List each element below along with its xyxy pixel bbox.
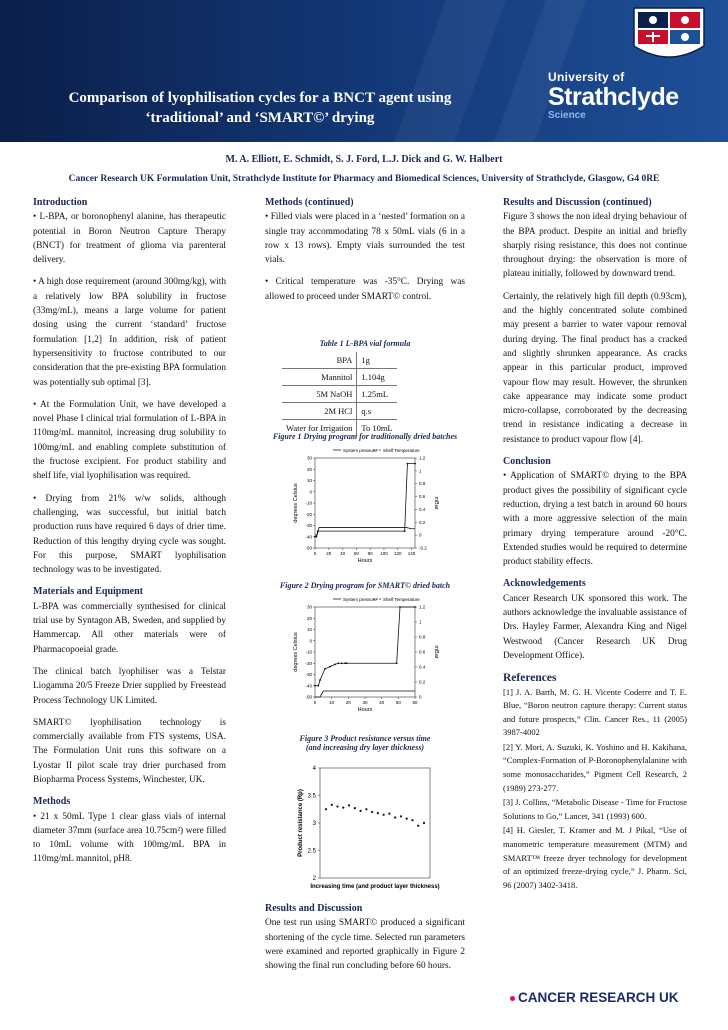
data-point	[341, 662, 343, 664]
x-axis-label: Increasing time (and product layer thickness)	[310, 884, 440, 890]
series-line-shelf	[315, 464, 415, 537]
logo-university-of: University of	[548, 70, 625, 84]
plot-frame	[320, 768, 430, 878]
data-point	[407, 463, 409, 465]
data-point	[406, 818, 408, 820]
data-point	[359, 810, 361, 812]
x-tick-label: 0	[313, 700, 317, 705]
title-line-1: Comparison of lyophilisation cycles for a BNCT agent using	[68, 90, 452, 106]
y2-tick-label: 1	[419, 619, 422, 625]
y-tick-label: 10	[306, 627, 312, 632]
intro-paragraph-4: • Drying from 21% w/w solids, although challenging, was successful, but initial batch production runs have required 6 days of drier time. Reduction of this lengthy drying cycle was sought. For this purpose, SMART lyophilisation technology was to be investigated.	[33, 493, 226, 576]
y-tick-label: -10	[305, 649, 312, 655]
legend-label: Shelf Temperature	[383, 597, 420, 602]
methods-paragraph-2: • Filled vials were placed in a ‘nested’ formation on a single tray accommodating 78 x 50mL vials (6 in a row x 13 rows). Empty vials surrounded the test vials.	[265, 212, 465, 266]
table-row	[282, 352, 397, 369]
affiliation: Cancer Research UK Formulation Unit, Strathclyde Institute for Pharmacy and Biomedical Sciences, University of Strathclyde, Glasgow, G4 0RE	[68, 174, 660, 184]
y-axis-label: Product resistance (Rp)	[298, 789, 304, 857]
x-tick-label: 80	[367, 551, 373, 556]
table-cell-ingredient: Water for Irrigation	[286, 423, 353, 433]
conclusion-paragraph: • Application of SMART© drying to the BPA product gives the possibility of significant cycle reduction, drying a test batch in around 60 hours with a more aggressive selection of the main primary drying temperature around -20°C. Extended studies would be required to determine product stability effects.	[503, 471, 687, 568]
x-tick-label: 100	[380, 551, 388, 556]
data-point	[399, 606, 401, 608]
y2-tick-label: 1	[419, 468, 422, 474]
x-tick-label: 140	[407, 551, 416, 556]
x-tick-label: 20	[345, 700, 351, 705]
x-axis-label: Hours	[357, 707, 373, 713]
y-tick-label: -50	[305, 694, 312, 700]
x-tick-label: 50	[395, 700, 401, 705]
data-point	[371, 811, 373, 813]
intro-heading: Introduction	[33, 197, 88, 208]
column-2	[265, 196, 465, 312]
materials-paragraph-1: L-BPA was commercially synthesised for clinical trial use by Syntagon AB, Sweden, and supplied by Hammercap. All other materials were of Pharmacopoeial grade.	[33, 601, 226, 655]
intro-paragraph-1: • L-BPA, or boronophenyl alanine, has therapeutic potential in Boron Neutron Capture Therapy (BNCT) for treatment of glioma via parenteral delivery.	[33, 212, 226, 266]
y2-axis-label: mBar	[433, 645, 439, 659]
methods-paragraph-3: • Critical temperature was -35°C. Drying was allowed to proceed under SMART© control.	[265, 277, 465, 302]
results-section	[265, 902, 465, 981]
y-tick-label: 2.5	[307, 848, 316, 855]
x-tick-label: 60	[412, 700, 418, 705]
table-row	[282, 386, 397, 403]
materials-heading: Materials and Equipment	[33, 586, 144, 598]
data-point	[346, 662, 348, 664]
x-axis-label: Hours	[357, 558, 373, 564]
data-point	[417, 825, 419, 827]
data-point	[344, 662, 346, 664]
data-point	[315, 536, 317, 538]
logo-science: Science	[548, 110, 586, 121]
data-point	[396, 662, 398, 664]
authors: M. A. Elliott, E. Schmidt, S. J. Ford, L.J. Dick and G. W. Halbert	[225, 154, 503, 165]
x-tick-label: 40	[379, 700, 385, 705]
y-tick-label: -20	[305, 511, 312, 517]
y2-tick-label: 0.8	[419, 634, 426, 640]
reference-item: [4] H. Giesler, T. Kramer and M. J Pikal, “Use of manometric temperature measurement (MTM) and SMART™ freeze dryer technology for development of an optimized freeze-drying cycle,” J. Pharm. Sci, 96 (2007) 3402-3418.	[503, 825, 687, 890]
data-point	[411, 819, 413, 821]
header-banner	[0, 0, 728, 142]
y-tick-label: 0	[309, 638, 312, 644]
table-cell-amount: 1.25mL	[357, 386, 397, 403]
series-line-shelf	[315, 607, 415, 686]
data-point	[400, 815, 402, 817]
x-tick-label: 10	[329, 700, 335, 705]
results-continued-heading: Results and Discussion (continued)	[503, 197, 652, 208]
y2-tick-label: 0.8	[419, 481, 426, 487]
x-tick-label: 40	[340, 551, 346, 556]
y2-tick-label: 0	[419, 532, 422, 538]
table-cell-ingredient: 2M HCl	[282, 403, 357, 420]
results-paragraph-1: One test run using SMART© produced a significant shortening of the cycle time. Selected run parameters were examined and reported graphically in Figure 2 showing the final run concluding before 60 hours.	[265, 918, 465, 972]
logo-strathclyde: Strathclyde	[548, 83, 679, 111]
figure-3-caption-line-1: Figure 3 Product resistance versus time	[299, 734, 431, 743]
y-tick-label: 2	[312, 876, 316, 882]
y-axis-label: degrees Celsius	[293, 483, 299, 523]
y2-tick-label: 0	[419, 694, 422, 700]
university-logo	[548, 70, 679, 121]
reference-item: [3] J. Collins, “Metabolic Disease - Time for Fructose Solutions to Go,” Lancet, 341 (1993) 600.	[503, 797, 687, 821]
table-cell-amount: 1.104g	[357, 369, 397, 386]
references-heading: References	[503, 672, 557, 685]
formula-table	[282, 352, 397, 436]
results-paragraph-2: Figure 3 shows the non ideal drying behaviour of the BPA product. Despite an initial and briefly sharply rising resistance, this does not continue throughout drying: the observation is more of plateau initially, followed by downward trend.	[503, 212, 687, 280]
y-tick-label: 4	[312, 766, 316, 772]
data-point	[354, 807, 356, 809]
y2-tick-label: 1.2	[419, 604, 426, 610]
methods-continued-heading: Methods (continued)	[265, 197, 354, 208]
x-tick-label: 0	[313, 551, 317, 556]
y-tick-label: 20	[306, 466, 312, 472]
cancer-research-uk-logo	[510, 990, 679, 1005]
methods-paragraph-1: • 21 x 50mL Type 1 clear glass vials of internal diameter 37mm (surface area 10.75cm²) were filled to 10mL volume with 100mg/mL BPA in 110mg/mL mannitol, pH8.	[33, 811, 226, 865]
data-point	[324, 668, 326, 670]
y-tick-label: -50	[305, 545, 312, 551]
data-point	[394, 816, 396, 818]
data-point	[331, 804, 333, 806]
table-cell-amount: To 10mL	[357, 420, 397, 437]
data-point	[329, 666, 331, 668]
y-tick-label: 10	[306, 478, 312, 483]
figure-2-chart	[275, 591, 455, 721]
conclusion-heading: Conclusion	[503, 456, 551, 468]
cruk-dot-icon	[510, 996, 515, 1001]
column-1	[33, 196, 226, 875]
university-crest-icon	[630, 6, 708, 68]
y-tick-label: -30	[305, 523, 312, 528]
y-tick-label: -10	[305, 500, 312, 506]
acknowledgements-paragraph: Cancer Research UK sponsored this work. The authors acknowledge the invaluable assistance of Drs. Hayley Farmer, Alexandra King and Nigel Westwood (Cancer Research UK Drug Development Office).	[503, 593, 687, 661]
table-row	[282, 403, 397, 420]
data-point	[414, 463, 416, 465]
x-tick-label: 30	[362, 700, 368, 705]
figure-3-caption-line-2: (and increasing dry layer thickness)	[305, 743, 425, 752]
results-heading: Results and Discussion	[265, 903, 363, 914]
y-tick-label: -20	[305, 660, 312, 666]
y-tick-label: 3.5	[307, 793, 316, 800]
y2-axis-label: mBar	[433, 496, 439, 510]
data-point	[348, 804, 350, 806]
x-tick-label: 120	[394, 551, 402, 556]
data-point	[336, 805, 338, 807]
y-tick-label: 20	[306, 615, 312, 621]
data-point	[337, 662, 339, 664]
intro-paragraph-2: • A high dose requirement (around 300mg/kg), with a relatively low BPA solubility in fructose (33mg/mL), means a large volume for patient dosing using the current ‘standard’ fructose formulation [1,2] In addition, risk of patient hypersensitivity to fructose contributed to our consideration that the pre-existing BPA formulation was potentially sub optimal [3].	[33, 277, 226, 388]
y-tick-label: 30	[306, 604, 312, 610]
data-point	[414, 606, 416, 608]
y2-tick-label: -0.2	[419, 545, 427, 551]
y2-tick-label: 0.2	[419, 519, 426, 525]
x-tick-label: 20	[326, 551, 332, 556]
data-point	[317, 685, 319, 687]
intro-paragraph-3: • At the Formulation Unit, we have developed a novel Phase I clinical trial formulation of L-BPA in 110mg/mL mannitol, increasing drug solubility to 100mg/mL and enabling complete substitution of the fructose excipient. For product stability and shelf life, vial lyophilisation was required.	[33, 399, 226, 482]
table-cell-ingredient: 5M NaOH	[282, 386, 357, 403]
data-point	[404, 530, 406, 532]
figure-2-caption: Figure 2 Drying program for SMART© dried batch	[279, 581, 451, 590]
y-tick-label: 3	[312, 821, 316, 827]
reference-item: [1] J. A. Barth, M. G. H. Vicente Coderre and T. E. Blue, “Boron neutron capture therapy: Current status and future prospects,” Clin. Cancer Res., 11 (2005) 3987-4002	[503, 686, 687, 738]
figure-3-chart	[290, 760, 440, 900]
cruk-logo-text: CANCER RESEARCH UK	[518, 990, 679, 1005]
y2-tick-label: 0.6	[419, 494, 426, 500]
data-point	[365, 808, 367, 810]
title-line-2: ‘traditional’ and ‘SMART©’ drying	[145, 110, 375, 126]
y-tick-label: -30	[305, 672, 312, 677]
data-point	[342, 807, 344, 809]
y2-tick-label: 0.2	[419, 679, 426, 685]
figure-1-chart	[275, 442, 455, 572]
x-tick-label: 60	[353, 551, 359, 556]
column-3	[503, 196, 687, 893]
table-cell-amount: 1g	[357, 352, 397, 369]
y2-tick-label: 0.6	[419, 649, 426, 655]
materials-paragraph-3: SMART© lyophilisation technology is commercially available from FTS systems, USA. The Formulation Unit runs this software on a Lyostar II pilot scale tray drier purchased from Biopharma Process Systems, Winchester, UK.	[33, 717, 226, 785]
legend-label: System pressure	[343, 597, 377, 602]
table-cell-ingredient: Mannitol	[282, 369, 357, 386]
data-point	[334, 663, 336, 665]
legend-label: System pressure	[343, 448, 377, 453]
y-tick-label: -40	[305, 683, 312, 689]
y-axis-label: degrees Celsius	[293, 632, 299, 672]
reference-item: [2] Y. Mori, A. Suzuki, K. Yoshino and H. Kakihana, “Complex-Formation of P-Boronophenylalanine with some monosaccharides,” Pigment Cell Research, 2 (1989) 273-277.	[503, 741, 687, 793]
y-tick-label: 0	[309, 489, 312, 495]
data-point	[314, 685, 316, 687]
table-caption: Table 1 L-BPA vial formula	[319, 339, 411, 348]
y2-tick-label: 0.4	[419, 506, 426, 512]
y2-tick-label: 1.2	[419, 455, 426, 461]
data-point	[423, 822, 425, 824]
table-cell-ingredient: BPA	[282, 352, 357, 369]
series-line-pressure	[315, 691, 415, 697]
table-row	[282, 369, 397, 386]
plot-frame	[315, 607, 415, 697]
table-cell-amount: q.s	[357, 403, 397, 420]
figure-1-caption: Figure 1 Drying program for traditionally dried batches	[272, 432, 458, 441]
materials-paragraph-2: The clinical batch lyophiliser was a Telstar Liogamma 20/5 Freeze Drier supplied by Freestead Process Technology UK Limited.	[33, 666, 226, 706]
figure-3-caption	[265, 734, 465, 752]
results-paragraph-3: Certainly, the relatively high fill depth (0.93cm), and the highly concentrated solute combined may present a barrier to water vapour removal during drying. The final product has a cracked and slightly shrunken appearance. As cracks appear in this particular product, improved vapour flow may result. However, the shrunken cake appearance may indicate some product micro-collapse, corroborated by the decreasing trend in resistance indicating a decrease in resistance to product vapour flow [4].	[503, 291, 687, 445]
data-point	[377, 812, 379, 814]
references-list	[503, 686, 687, 893]
data-point	[383, 814, 385, 816]
methods-heading: Methods	[33, 796, 71, 808]
plot-frame	[315, 458, 415, 548]
data-point	[325, 808, 327, 810]
poster-title	[40, 88, 480, 128]
y-tick-label: 30	[306, 455, 312, 461]
y-tick-label: -40	[305, 534, 312, 540]
data-point	[388, 813, 390, 815]
y2-tick-label: 0.4	[419, 664, 426, 670]
acknowledgements-heading: Acknowledgements	[503, 578, 586, 590]
legend-label: Shelf Temperature	[383, 448, 420, 453]
data-point	[319, 679, 321, 681]
